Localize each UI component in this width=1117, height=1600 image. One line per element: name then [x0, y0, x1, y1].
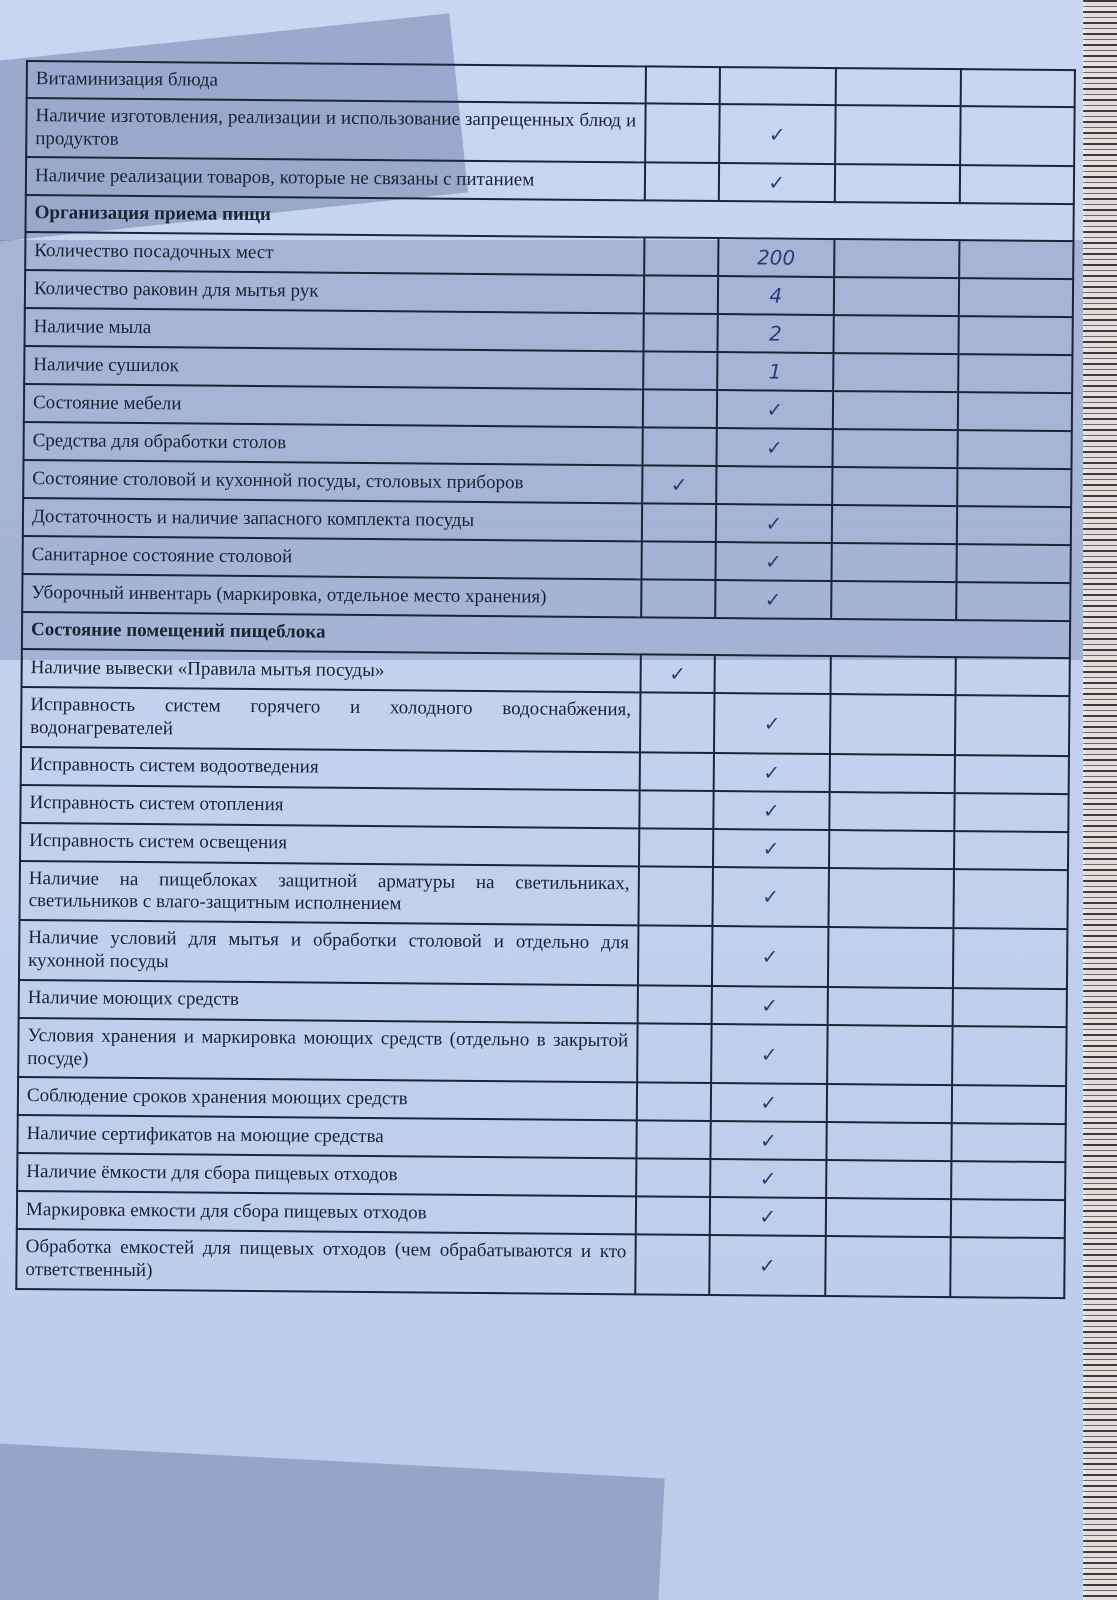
mark-cell-c3: [834, 164, 960, 203]
mark-cell-c4: [957, 430, 1071, 469]
table-row: [19, 920, 1067, 989]
mark-cell-c3: [825, 1198, 951, 1237]
mark-cell-c3: [831, 543, 957, 582]
section-heading: Состояние помещений пищеблока: [22, 612, 1070, 658]
mark-cell-c4: [960, 166, 1074, 205]
mark-cell-c1: [635, 1235, 710, 1295]
criterion-label: Условия хранения и маркировка моющих средств (отдельно в закрытой посуде): [18, 1018, 637, 1083]
mark-cell-c3: [826, 1122, 952, 1161]
criterion-label: Состояние столовой и кухонной посуды, столовых приборов: [23, 460, 642, 503]
mark-cell-c2: ✓: [711, 1024, 827, 1085]
mark-cell-c2: 200: [718, 238, 834, 277]
table-row: [21, 687, 1069, 756]
criterion-label: Наличие моющих средств: [19, 980, 638, 1023]
table-row: [26, 98, 1074, 167]
mark-cell-c2: ✓: [713, 791, 829, 830]
mark-cell-c2: ✓: [710, 1121, 826, 1160]
mark-cell-c3: [825, 1236, 951, 1297]
mark-cell-c2: ✓: [712, 986, 828, 1025]
mark-cell-c1: [642, 504, 717, 543]
mark-cell-c1: [643, 314, 718, 353]
checklist-table: [15, 60, 1076, 1299]
criterion-label: Исправность систем горячего и холодного водоснабжения, водонагревателей: [21, 687, 640, 752]
mark-cell-c3: [831, 581, 957, 620]
table-row: [19, 861, 1067, 930]
mark-cell-c1: [637, 1023, 712, 1083]
mark-cell-c2: ✓: [714, 693, 830, 754]
mark-cell-c1: [642, 428, 717, 467]
mark-cell-c2: ✓: [711, 1083, 827, 1122]
mark-cell-c2: ✓: [717, 428, 833, 467]
mark-cell-c4: [952, 1085, 1066, 1124]
mark-cell-c1: [643, 352, 718, 391]
mark-cell-c4: [952, 1026, 1067, 1087]
mark-cell-c2: ✓: [717, 390, 833, 429]
mark-cell-c1: [635, 1197, 710, 1236]
criterion-label: Исправность систем водоотведения: [21, 747, 640, 790]
paper-edge: [1083, 0, 1117, 1600]
criterion-label: Наличие мыла: [25, 308, 644, 351]
mark-cell-c4: [961, 69, 1075, 107]
mark-cell-c2: 1: [717, 352, 833, 391]
mark-cell-c2: 4: [718, 276, 834, 315]
criterion-label: Количество раковин для мытья рук: [25, 270, 644, 313]
section-heading: Организация приема пищи: [25, 195, 1073, 241]
mark-cell-c3: [834, 239, 960, 278]
checklist-body: [16, 61, 1075, 1298]
mark-cell-c1: ✓: [642, 466, 717, 505]
criterion-label: Достаточность и наличие запасного комплекта посуды: [23, 498, 642, 541]
mark-cell-c2: [720, 67, 836, 105]
criterion-label: Исправность систем отопления: [20, 785, 639, 828]
mark-cell-c1: [638, 866, 713, 926]
table-row: [18, 1018, 1066, 1087]
mark-cell-c2: ✓: [719, 163, 835, 202]
mark-cell-c3: [830, 656, 956, 695]
mark-cell-c2: ✓: [710, 1159, 826, 1198]
mark-cell-c1: [636, 1121, 711, 1160]
mark-cell-c1: [641, 580, 716, 619]
criterion-label: Наличие реализации товаров, которые не связаны с питанием: [26, 157, 645, 200]
mark-cell-c3: [830, 694, 956, 755]
mark-cell-c3: [833, 315, 959, 354]
mark-cell-c1: [639, 828, 714, 867]
criterion-label: Соблюдение сроков хранения моющих средств: [18, 1077, 637, 1120]
mark-cell-c2: ✓: [713, 829, 829, 868]
criterion-label: Витаминизация блюда: [27, 61, 646, 103]
mark-cell-c2: 2: [718, 314, 834, 353]
mark-cell-c4: [950, 1237, 1065, 1298]
mark-cell-c4: [951, 1199, 1065, 1238]
mark-cell-c1: [643, 390, 718, 429]
mark-cell-c1: [641, 542, 716, 581]
mark-cell-c4: [959, 240, 1073, 279]
mark-cell-c4: [954, 831, 1068, 870]
criterion-label: Состояние мебели: [24, 384, 643, 427]
mark-cell-c4: [958, 316, 1072, 355]
mark-cell-c2: [715, 655, 831, 694]
mark-cell-c2: ✓: [712, 926, 828, 987]
mark-cell-c4: [953, 988, 1067, 1027]
mark-cell-c2: ✓: [713, 867, 829, 928]
mark-cell-c4: [957, 468, 1071, 507]
mark-cell-c1: [639, 752, 714, 791]
mark-cell-c3: [828, 868, 954, 929]
criterion-label: Наличие условий для мытья и обработки столовой и отдельно для кухонной посуды: [19, 920, 638, 985]
mark-cell-c4: [956, 544, 1070, 583]
mark-cell-c2: ✓: [714, 753, 830, 792]
mark-cell-c3: [829, 754, 955, 793]
mark-cell-c4: [954, 793, 1068, 832]
mark-cell-c4: [953, 869, 1068, 930]
criterion-label: Санитарное состояние столовой: [23, 536, 642, 579]
mark-cell-c3: [832, 429, 958, 468]
criterion-label: Маркировка емкости для сбора пищевых отходов: [17, 1191, 636, 1234]
mark-cell-c1: [639, 790, 714, 829]
criterion-label: Уборочный инвентарь (маркировка, отдельное место хранения): [22, 574, 641, 617]
mark-cell-c1: [645, 66, 720, 103]
mark-cell-c3: [826, 1084, 952, 1123]
mark-cell-c1: [645, 163, 720, 202]
mark-cell-c3: [831, 505, 957, 544]
mark-cell-c4: [951, 1123, 1065, 1162]
mark-cell-c3: [827, 1025, 953, 1086]
criterion-label: Наличие ёмкости для сбора пищевых отходов: [17, 1153, 636, 1196]
mark-cell-c3: [833, 277, 959, 316]
mark-cell-c3: [835, 105, 961, 166]
criterion-label: Обработка емкостей для пищевых отходов (чем обрабатываются и кто ответственный): [16, 1229, 635, 1294]
shadow-overlay: [0, 1442, 665, 1600]
mark-cell-c4: [959, 278, 1073, 317]
criterion-label: Средства для обработки столов: [24, 422, 643, 465]
mark-cell-c3: [833, 353, 959, 392]
mark-cell-c3: [829, 792, 955, 831]
mark-cell-c3: [827, 927, 953, 988]
criterion-label: Наличие сушилок: [24, 346, 643, 389]
mark-cell-c2: ✓: [716, 504, 832, 543]
mark-cell-c3: [829, 830, 955, 869]
mark-cell-c4: [958, 354, 1072, 393]
mark-cell-c2: ✓: [709, 1235, 825, 1296]
mark-cell-c1: [640, 692, 715, 752]
criterion-label: Наличие сертификатов на моющие средства: [17, 1115, 636, 1158]
mark-cell-c4: [953, 928, 1068, 989]
criterion-label: Количество посадочных мест: [25, 232, 644, 275]
criterion-label: Наличие вывески «Правила мытья посуды»: [22, 649, 641, 692]
mark-cell-c1: [636, 1159, 711, 1198]
mark-cell-c3: [827, 987, 953, 1026]
mark-cell-c1: ✓: [640, 654, 715, 693]
mark-cell-c2: ✓: [719, 104, 835, 165]
mark-cell-c1: [637, 985, 712, 1024]
mark-cell-c1: [636, 1083, 711, 1122]
mark-cell-c4: [951, 1161, 1065, 1200]
table-row: [16, 1229, 1064, 1298]
mark-cell-c3: [832, 391, 958, 430]
mark-cell-c4: [960, 106, 1075, 167]
mark-cell-c2: [716, 466, 832, 505]
criterion-label: Наличие на пищеблоках защитной арматуры на светильниках, светильников с влаго-защитным исполнением: [19, 861, 638, 926]
mark-cell-c3: [826, 1160, 952, 1199]
mark-cell-c1: [645, 103, 720, 163]
mark-cell-c2: ✓: [710, 1197, 826, 1236]
mark-cell-c4: [957, 506, 1071, 545]
mark-cell-c4: [958, 392, 1072, 431]
mark-cell-c4: [956, 657, 1070, 696]
mark-cell-c1: [638, 926, 713, 986]
mark-cell-c3: [832, 467, 958, 506]
mark-cell-c4: [955, 695, 1070, 756]
mark-cell-c2: ✓: [715, 580, 831, 619]
criterion-label: Наличие изготовления, реализации и использование запрещенных блюд и продуктов: [26, 98, 645, 163]
mark-cell-c2: ✓: [716, 542, 832, 581]
mark-cell-c4: [955, 755, 1069, 794]
mark-cell-c3: [835, 68, 961, 106]
mark-cell-c1: [644, 238, 719, 277]
mark-cell-c1: [644, 276, 719, 315]
mark-cell-c4: [956, 582, 1070, 621]
criterion-label: Исправность систем освещения: [20, 823, 639, 866]
